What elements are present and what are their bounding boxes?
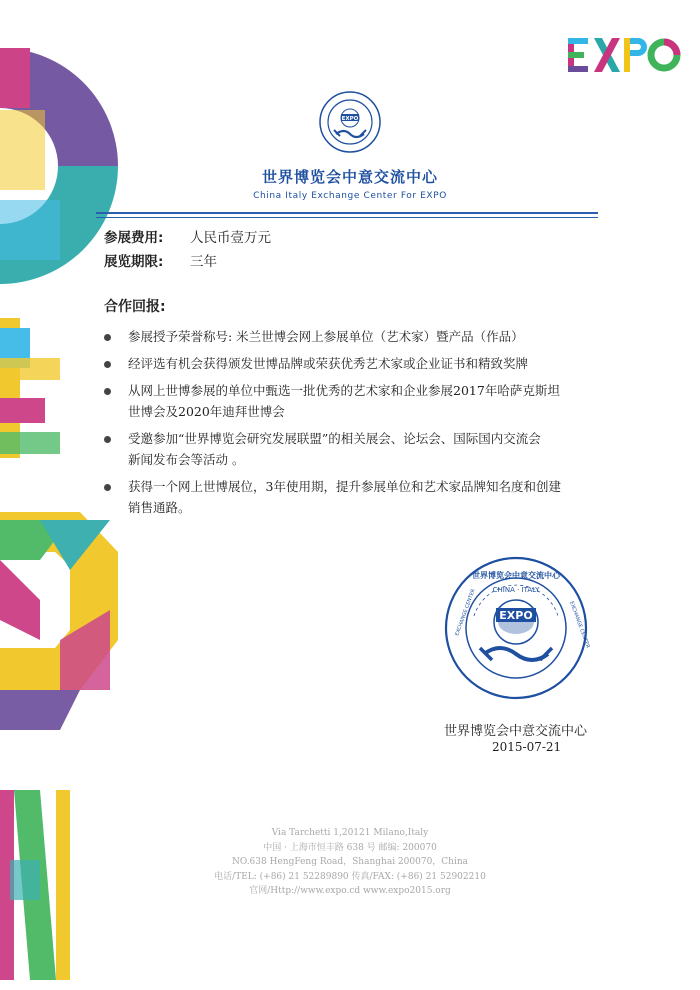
list-item-text: 从网上世博参展的单位中甄选一批优秀的艺术家和企业参展2017年哈萨克斯坦: [128, 383, 560, 398]
list-item: [104, 476, 604, 518]
header-divider-thin: [96, 217, 598, 218]
header-divider: [96, 212, 598, 214]
list-item-text-cont: 销售通路。: [128, 500, 191, 515]
bullet-icon: [104, 334, 111, 341]
stamp-arc-text: 世界博览会中意交流中心: [472, 571, 560, 580]
benefits-list: [104, 326, 604, 524]
org-seal-icon: [318, 90, 382, 154]
signature-org: 世界博览会中意交流中心: [444, 724, 588, 739]
stamp-left-text: EXCHANGE CENTER: [454, 588, 477, 637]
bullet-icon: [104, 388, 111, 395]
stamp-ring-text: CHINA · ITALY: [492, 586, 540, 594]
bullet-icon: [104, 436, 111, 443]
list-item-text: 受邀参加“世界博览会研究发展联盟”的相关展会、论坛会、国际国内交流会: [128, 431, 541, 446]
field-fee: [104, 226, 271, 246]
list-item-text: 经评选有机会获得颁发世博品牌或荣获优秀艺术家或企业证书和精致奖牌: [128, 356, 529, 371]
section-title: 合作回报:: [104, 299, 166, 315]
field-period: [104, 250, 217, 270]
list-item-text-cont: 世博会及2020年迪拜世博会: [128, 404, 285, 419]
list-item-text-cont: 新闻发布会等活动 。: [128, 452, 245, 467]
org-name-en: China Italy Exchange Center For EXPO: [253, 191, 447, 201]
footer-line: 中国 · 上海市恒丰路 638 号 邮编: 200070: [263, 842, 437, 853]
list-item: [104, 353, 604, 374]
stamp-right-text: EXCHANGE CENTER: [568, 600, 591, 650]
footer-line: 电话/TEL: (+86) 21 52289890 传真/FAX: (+86) 21 52902210: [214, 871, 486, 882]
official-stamp-icon: [444, 556, 591, 700]
field-period-label: 展览期限:: [104, 254, 164, 270]
footer-line: NO.638 HengFeng Road，Shanghai 200070，China: [231, 857, 469, 867]
field-fee-value: 人民币壹万元: [190, 230, 271, 246]
expo-logo: [568, 38, 680, 78]
signature-date: 2015-07-21: [492, 740, 562, 754]
list-item-text: 参展授予荣誉称号: 米兰世博会网上参展单位（艺术家）暨产品（作品）: [128, 329, 524, 344]
org-name-cn: 世界博览会中意交流中心: [261, 168, 438, 186]
footer-line: 官网/Http://www.expo.cd www.expo2015.org: [249, 886, 451, 896]
bullet-icon: [104, 361, 111, 368]
field-period-value: 三年: [190, 254, 217, 270]
field-fee-label: 参展费用:: [104, 230, 164, 246]
list-item: [104, 380, 604, 422]
list-item-text: 获得一个网上世博展位，3年使用期，提升参展单位和艺术家品牌知名度和创建: [128, 479, 561, 494]
list-item: [104, 428, 604, 470]
seal-top-center-text: EXPO: [341, 116, 359, 122]
list-item: [104, 326, 604, 347]
footer-contact: [0, 826, 700, 899]
stamp-center-text: EXPO: [499, 609, 533, 622]
bullet-icon: [104, 484, 111, 491]
footer-line: Via Tarchetti 1,20121 Milano,Italy: [271, 828, 429, 838]
